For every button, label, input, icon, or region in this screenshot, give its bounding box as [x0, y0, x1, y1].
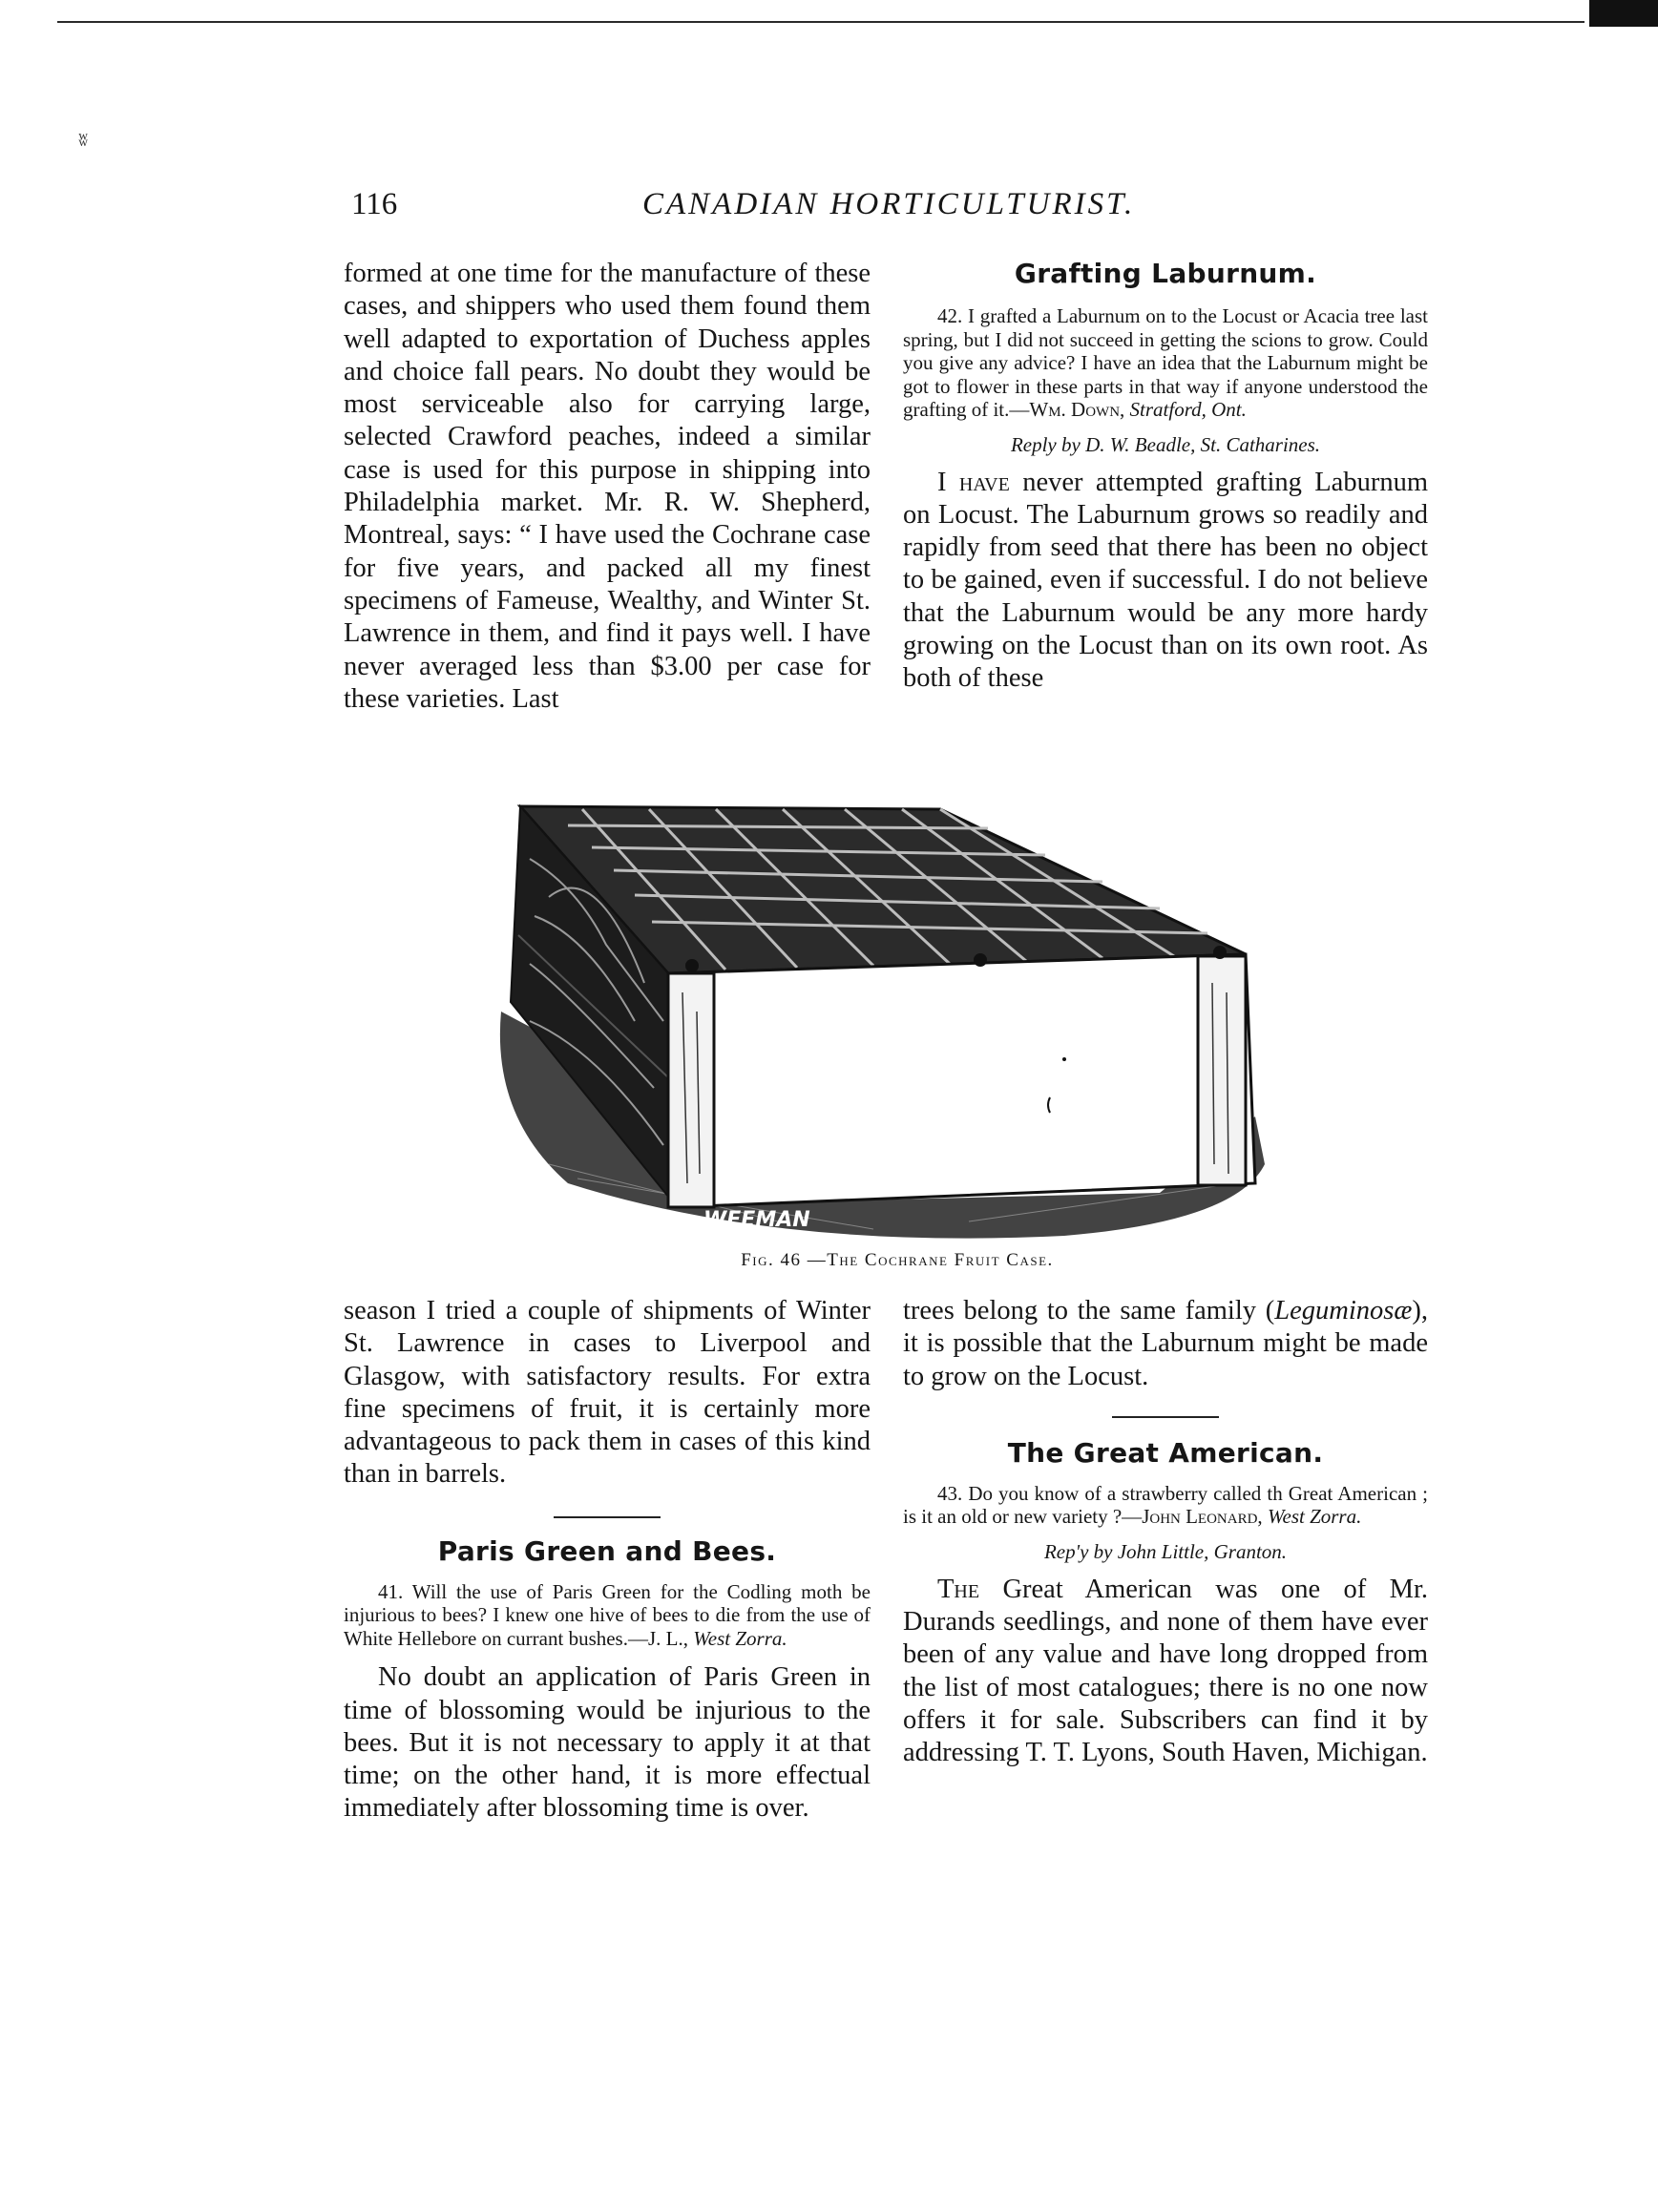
para-italic: Leguminosæ	[1274, 1296, 1413, 1325]
fruit-case-engraving-icon	[492, 802, 1274, 1241]
question-41	[344, 1580, 871, 1651]
heading-paris-green: Paris Green and Bees.	[437, 1534, 777, 1567]
journal-title: CANADIAN HORTICULTURIST.	[642, 187, 1136, 221]
heading-great-american: The Great American.	[1007, 1436, 1324, 1469]
question-author: Wm. Down,	[1029, 398, 1125, 421]
left-column-bottom	[344, 1295, 871, 1826]
para-start: trees belong to the same family (	[903, 1296, 1275, 1325]
question-place: Stratford, Ont.	[1129, 398, 1247, 421]
section-divider	[554, 1516, 661, 1518]
page-number: 116	[351, 187, 398, 221]
answer-text: Great American was one of Mr. Durands seedlings, and none of them have ever been of any value and have long dropped from the list of most catalogues; there is no one now offers it for sale. Subscribers can find it by addressing T. T. Lyons, South Haven, Michigan.	[903, 1574, 1428, 1768]
para-end: ), it is possible that the Laburnum might be made to grow on the Locust.	[903, 1296, 1428, 1391]
question-text: 41. Will the use of Paris Green for the Codling moth be injurious to bees? I knew one hive of bees to die from the use of White Hellebore on currant bushes.—J. L.,	[344, 1579, 871, 1650]
running-head	[351, 187, 1428, 229]
scan-edge-mark	[1589, 0, 1658, 27]
body-paragraph: season I tried a couple of shipments of Winter St. Lawrence in cases to Liverpool and Glasgow, with satisfactory results. For extra fine specimens of fruit, it is certainly more advantageous to pack them in cases of this kind than in barrels.	[344, 1296, 871, 1490]
question-text: 42. I grafted a Laburnum on to the Locust or Acacia tree last spring, but I did not succeed in getting the scions to grow. Could you give any advice? I have an idea that the Laburnum might be got to flower in these parts in that way if anyone understood the grafting of it.—	[903, 304, 1428, 421]
right-column-bottom	[903, 1295, 1428, 1770]
margin-mark: ʬ	[78, 130, 89, 151]
reply-by: Rep'y by John Little, Granton.	[1043, 1539, 1288, 1563]
body-paragraph: formed at one time for the manufacture of these cases, and shippers who used them found them well adapted to exportation of Duchess apples and choice fall pears. No doubt they would be most serviceable also for carrying large, selected Crawford peaches, indeed a similar case is used for this purpose in shipping into Philadelphia market. Mr. R. W. Shepherd, Montreal, says: “ I have used the Cochrane case for five years, and packed all my finest specimens of Fameuse, Wealthy, and Winter St. Lawrence in them, and find it pays well. I have never averaged less than $3.00 per case for these varieties. Last	[344, 259, 871, 714]
right-column-top	[903, 258, 1428, 696]
answer-41: No doubt an application of Paris Green in time of blossoming would be injurious to the bees. But it is not necessary to apply it at that time; on the other hand, it is more effectual immediately after blossoming time is over.	[344, 1662, 871, 1824]
top-rule	[57, 21, 1585, 23]
section-divider	[1112, 1416, 1219, 1418]
heading-grafting-laburnum: Grafting Laburnum.	[1014, 258, 1317, 289]
engraver-mark: WEEMAN	[703, 1208, 810, 1232]
answer-lead: The	[937, 1574, 980, 1604]
answer-text: never attempted grafting Laburnum on Locust. The Laburnum grows so readily and rapidly from seed that there has been no object to be gained, even if successful. I do not believe that the Laburnum would be any more hardy growing on the Locust than on its own root. As both of these	[903, 467, 1428, 694]
answer-lead: I have	[937, 467, 1010, 497]
question-author: John Leonard,	[1142, 1505, 1263, 1529]
left-column-top	[344, 258, 871, 716]
reply-by: Reply by D. W. Beadle, St. Catharines.	[1010, 432, 1321, 456]
answer-42	[903, 467, 1428, 696]
question-43	[903, 1482, 1428, 1529]
question-place: West Zorra.	[1267, 1505, 1362, 1529]
body-paragraph	[903, 1295, 1428, 1393]
figure-caption: Fig. 46 —The Cochrane Fruit Case.	[741, 1250, 1054, 1270]
question-place: West Zorra.	[693, 1626, 787, 1650]
question-text: 43. Do you know of a strawberry called th Great American ; is it an old or new variety ?—	[903, 1481, 1428, 1529]
figure-fruit-case	[492, 802, 1274, 1241]
answer-43	[903, 1574, 1428, 1770]
question-42	[903, 304, 1428, 422]
